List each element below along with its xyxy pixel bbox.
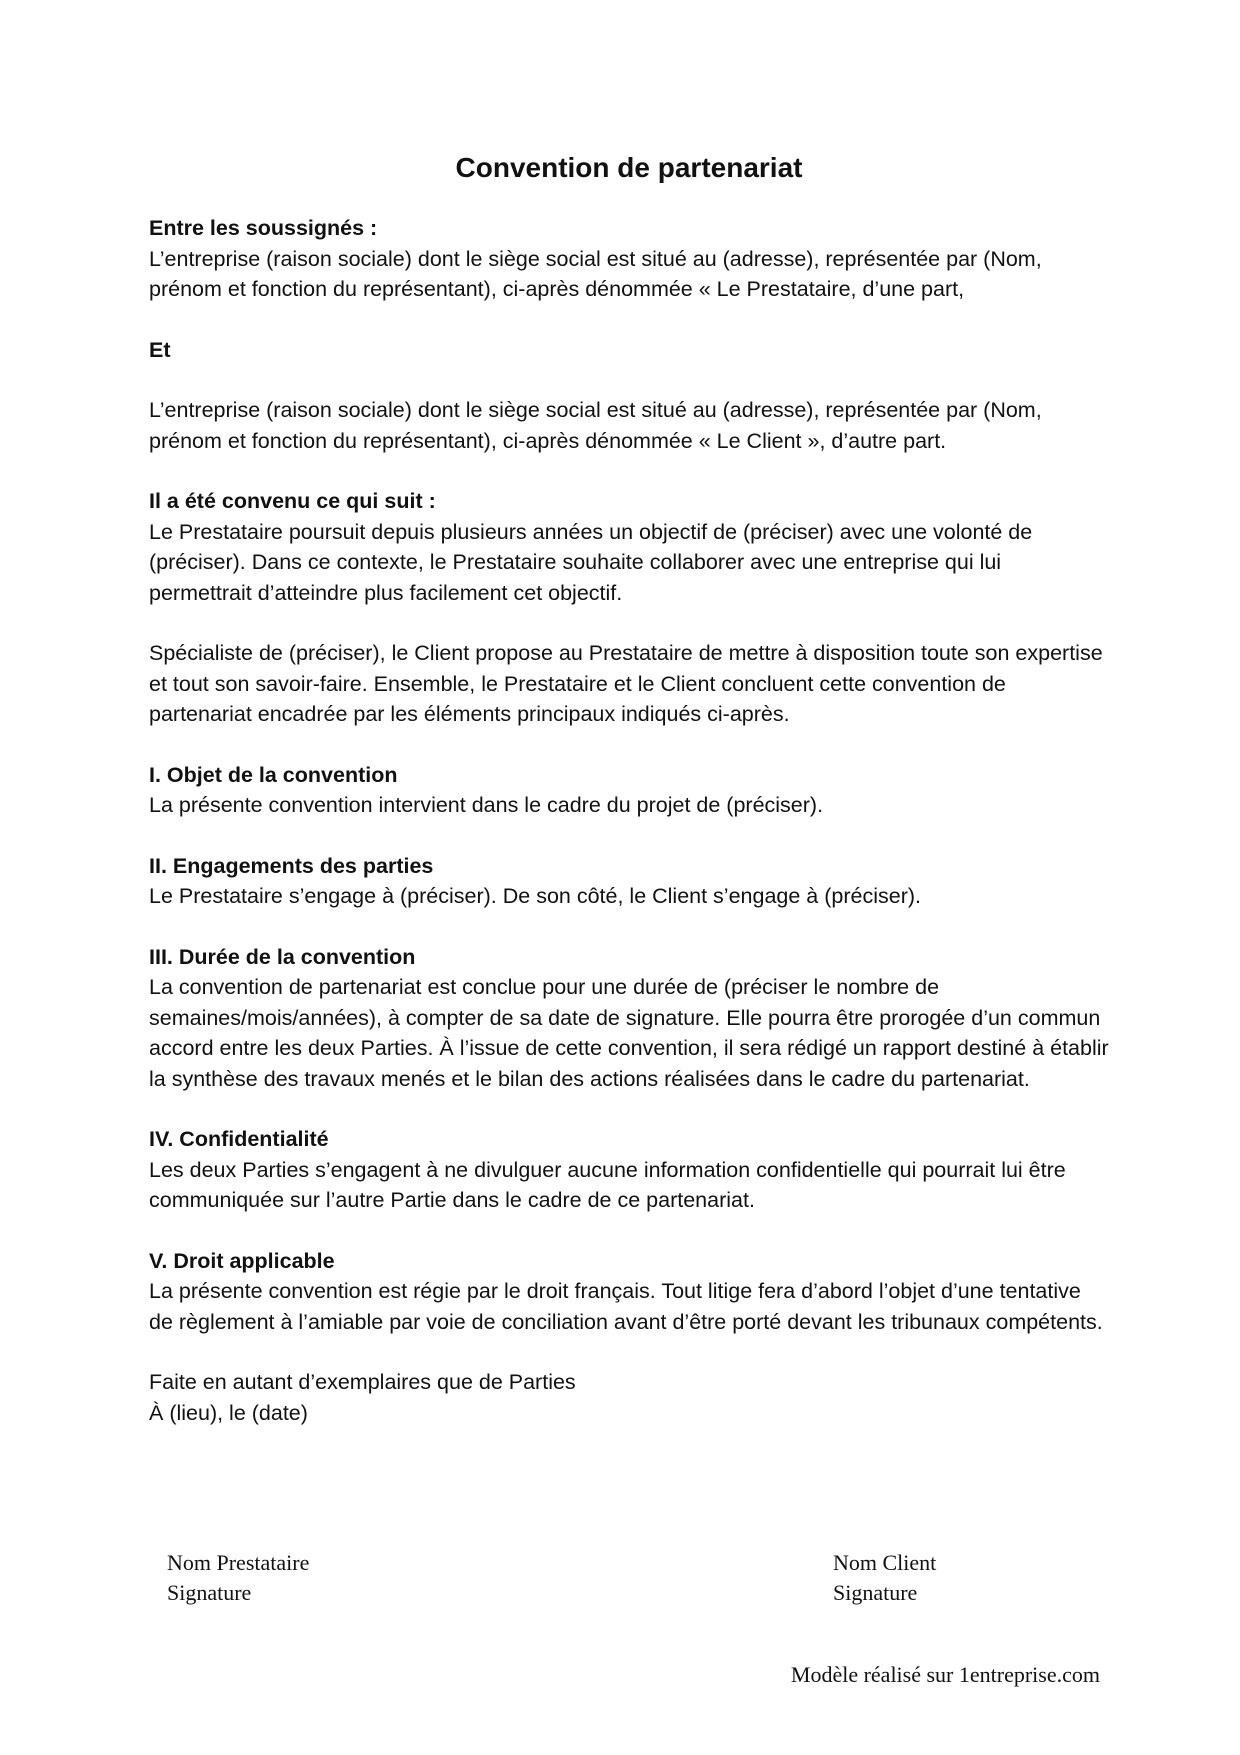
footer-credit: Modèle réalisé sur 1entreprise.com (790, 1662, 1100, 1687)
signature-prestataire (167, 1548, 309, 1608)
agreed-heading: Il a été convenu ce qui suit : (149, 489, 436, 513)
section-heading: III. Durée de la convention (149, 944, 416, 969)
section-heading: V. Droit applicable (149, 1248, 335, 1273)
section-text: Le Prestataire s’engage à (préciser). De son côté, le Client s’engage à (préciser). (149, 884, 921, 908)
party-client-text: L’entreprise (raison sociale) dont le siège social est situé au (adresse), représentée par (Nom, prénom et fonction du représentant), ci-après dénommée « Le Client », d’autre part. (149, 398, 1042, 453)
section-text: La présente convention intervient dans le cadre du projet de (préciser). (149, 793, 824, 817)
party-prestataire-text: L’entreprise (raison sociale) dont le siège social est situé au (adresse), représentée par (Nom, prénom et fonction du représentant), ci-après dénommée « Le Prestataire, d’une part, (149, 246, 1042, 301)
agreed-paragraph-2: Spécialiste de (préciser), le Client propose au Prestataire de mettre à disposition toute son expertise et tout son savoir-faire. Ensemble, le Prestataire et le Client concluent cette convention de partenariat encadrée par les éléments principaux indiqués ci-après. (149, 641, 1103, 726)
closing-line-place-date: À (lieu), le (date) (149, 1400, 308, 1425)
signature-prestataire-label: Signature (167, 1580, 252, 1605)
agreed-block (149, 486, 1109, 608)
section-heading: I. Objet de la convention (149, 762, 398, 787)
section-text: Les deux Parties s’engagent à ne divulguer aucune information confidentielle qui pourrait lui être communiquée sur l’autre Partie dans le cadre de ce partenariat. (149, 1157, 1066, 1212)
section-heading: II. Engagements des parties (149, 853, 434, 878)
party-client-block (149, 395, 1109, 456)
section-engagements (149, 851, 1109, 912)
agreed-block-2 (149, 638, 1109, 730)
closing-block (149, 1367, 1109, 1428)
section-droit (149, 1246, 1109, 1338)
agreed-paragraph-1: Le Prestataire poursuit depuis plusieurs années un objectif de (préciser) avec une volonté de (préciser). Dans ce contexte, le Prestataire souhaite collaborer avec une entreprise qui lui permettrait d’atteindre plus facilement cet objectif. (149, 519, 1033, 605)
signature-client (833, 1548, 936, 1608)
document-title-text: Convention de partenariat (455, 152, 803, 183)
section-duree (149, 942, 1109, 1095)
signature-client-name: Nom Client (833, 1550, 937, 1575)
section-text: La convention de partenariat est conclue pour une durée de (préciser le nombre de semaines/mois/années), à compter de sa date de signature. Elle pourra être prorogée d’un commun accord entre les deux Parties. À l’issue de cette convention, il sera rédigé un rapport destiné à établir la synthèse des travaux menés et le bilan des actions réalisées dans le cadre du partenariat. (149, 975, 1109, 1091)
section-confidentialite (149, 1124, 1109, 1216)
signature-prestataire-name: Nom Prestataire (167, 1550, 310, 1575)
et-label: Et (149, 337, 171, 362)
section-text: La présente convention est régie par le droit français. Tout litige fera d’abord l’objet d’une tentative de règlement à l’amiable par voie de conciliation avant d’être porté devant les tribunaux compétents. (149, 1279, 1103, 1334)
parties-block (149, 213, 1109, 305)
et-block (149, 335, 1109, 366)
document-body (149, 148, 1109, 1458)
section-heading: IV. Confidentialité (149, 1127, 329, 1151)
section-objet (149, 760, 1109, 821)
signature-client-label: Signature (833, 1580, 918, 1605)
document-title (149, 148, 1109, 188)
closing-line-copies: Faite en autant d’exemplaires que de Parties (149, 1370, 576, 1394)
parties-heading: Entre les soussignés : (149, 216, 378, 240)
